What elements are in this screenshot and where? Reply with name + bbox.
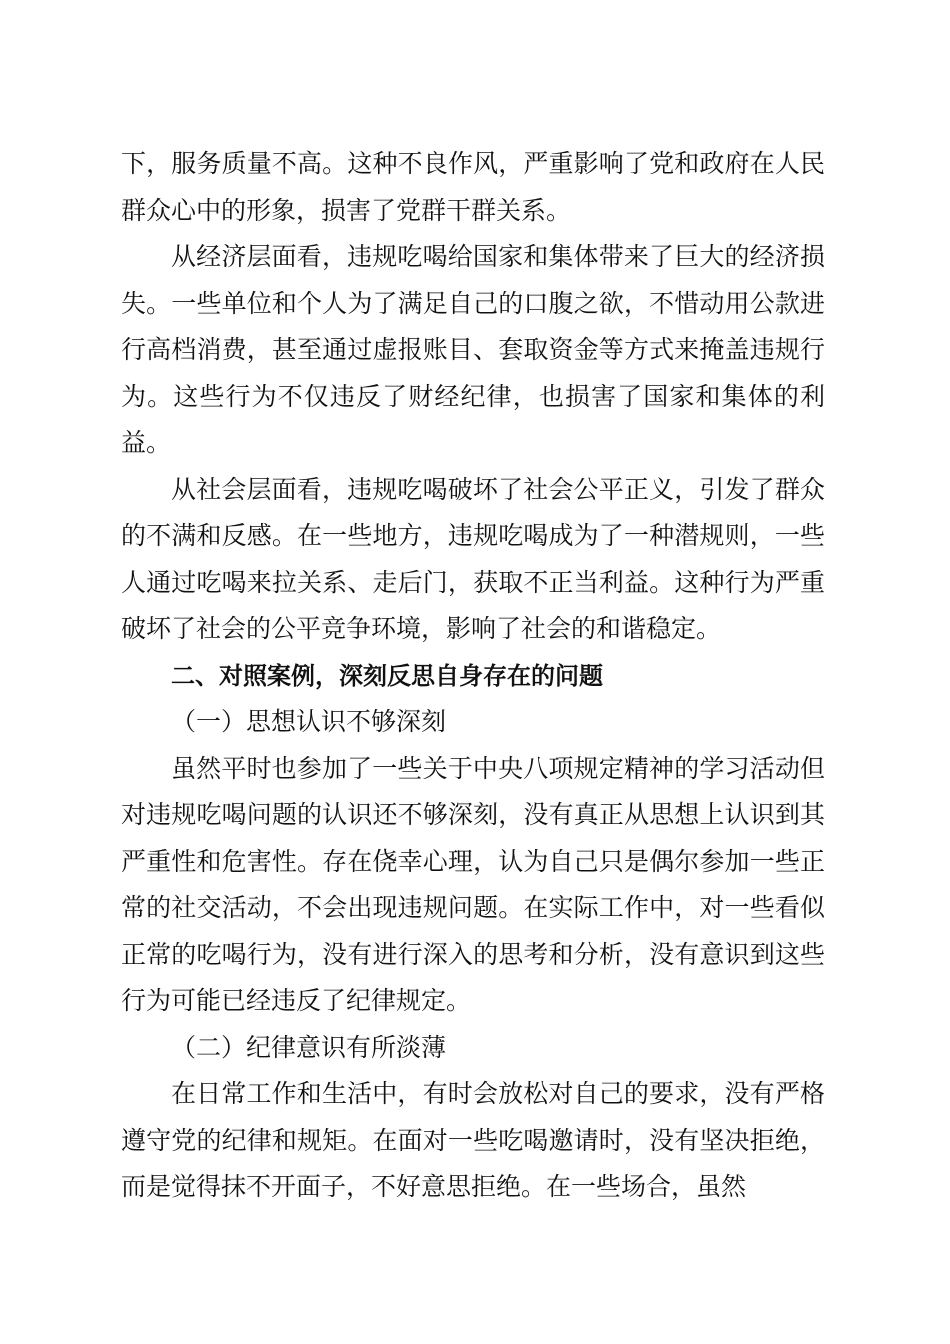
section-heading: 二、对照案例，深刻反思自身存在的问题 <box>171 661 603 690</box>
paragraph-economic: 从经济层面看，违规吃喝给国家和集体带来了巨大的经济损失。一些单位和个人为了满足自己的口腹之欲，不惜动用公款进行高档消费，甚至通过虚报账目、套取资金等方式来掩盖违规行为。这些行为不仅违反了财经纪律，也损害了国家和集体的利益。 <box>121 242 825 457</box>
paragraph-thinking: 虽然平时也参加了一些关于中央八项规定精神的学习活动但对违规吃喝问题的认识还不够深刻，没有真正从思想上认识到其严重性和危害性。存在侥幸心理，认为自己只是偶尔参加一些正常的社交活动，不会出现违规问题。在实际工作中，对一些看似正常的吃喝行为，没有进行深入的思考和分析，没有意识到这些行为可能已经违反了纪律规定。 <box>121 753 825 1015</box>
document-body <box>121 141 825 1211</box>
paragraph-social: 从社会层面看，违规吃喝破坏了社会公平正义，引发了群众的不满和反感。在一些地方，违规吃喝成为了一种潜规则，一些人通过吃喝来拉关系、走后门，获取不正当利益。这种行为严重破坏了社会的公平竞争环境，影响了社会的和谐稳定。 <box>121 474 825 643</box>
subsection-heading-1: （一）思想认识不够深刻 <box>171 707 447 736</box>
subsection-heading-2: （二）纪律意识有所淡薄 <box>171 1032 447 1062</box>
paragraph-discipline: 在日常工作和生活中，有时会放松对自己的要求，没有严格遵守党的纪律和规矩。在面对一些吃喝邀请时，没有坚决拒绝，而是觉得抹不开面子，不好意思拒绝。在一些场合，虽然 <box>121 1079 825 1201</box>
paragraph-continued: 下，服务质量不高。这种不良作风，严重影响了党和政府在人民群众心中的形象，损害了党群干群关系。 <box>121 149 825 225</box>
